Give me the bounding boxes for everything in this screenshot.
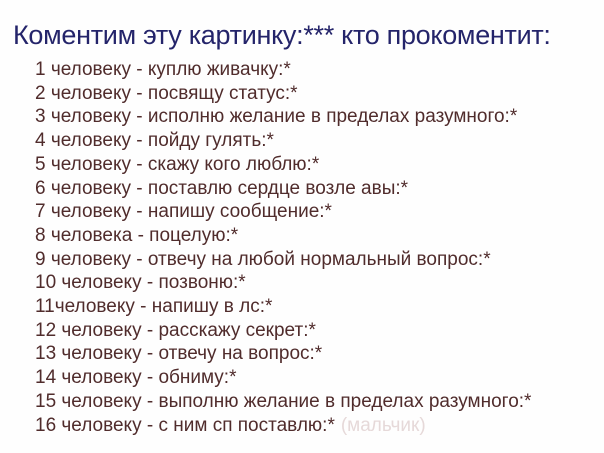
list-item [35,319,595,343]
list-item-text: 5 человеку - скажу кого люблю:* [35,153,320,175]
list-item [35,366,595,390]
list-item-text: 12 человеку - расскажу секрет:* [35,319,316,341]
list-item-text: 4 человеку - пойду гулять:* [35,130,274,152]
list-item [35,271,595,295]
list-item [35,342,595,366]
list-item-text: 7 человеку - напишу сообщение:* [35,201,332,223]
list-item [35,177,595,201]
list-item-text: 9 человеку - отвечу на любой нормальный вопрос:* [35,248,491,270]
list-item [35,295,595,319]
list-item-text: 1 человеку - куплю живачку:* [35,59,291,80]
list-item-text: 14 человеку - обниму:* [35,367,237,389]
list-item-text: 8 человека - поцелую:* [35,224,239,246]
list-item-text: 6 человеку - поставлю сердце возле авы:* [35,177,409,199]
list-item [35,153,595,177]
list-item-text: 10 человеку - позвоню:* [35,272,246,294]
list-item-text: 13 человеку - отвечу на вопрос:* [35,343,323,365]
list-item [35,58,595,82]
watermark-text: (мальчик) [340,414,426,436]
list-item [35,248,595,272]
list-item [35,414,595,438]
list-item [35,390,595,414]
list-item [35,82,595,106]
list-item [35,129,595,153]
list-item-text: 11человеку - напишу в лс:* [35,296,273,318]
list-item-text: 3 человеку - исполню желание в пределах разумного:* [35,106,518,128]
list-item [35,200,595,224]
comment-challenge-list [35,58,595,437]
list-item-text: 2 человеку - посвящу статус:* [35,82,298,104]
list-item [35,105,595,129]
list-item [35,224,595,248]
list-item-text: 16 человеку - с ним сп поставлю:* [35,414,335,436]
list-item-text: 15 человеку - выполню желание в пределах разумного:* [35,390,532,412]
page-title: Коментим эту картинку:*** кто прокоментит: [13,20,551,50]
